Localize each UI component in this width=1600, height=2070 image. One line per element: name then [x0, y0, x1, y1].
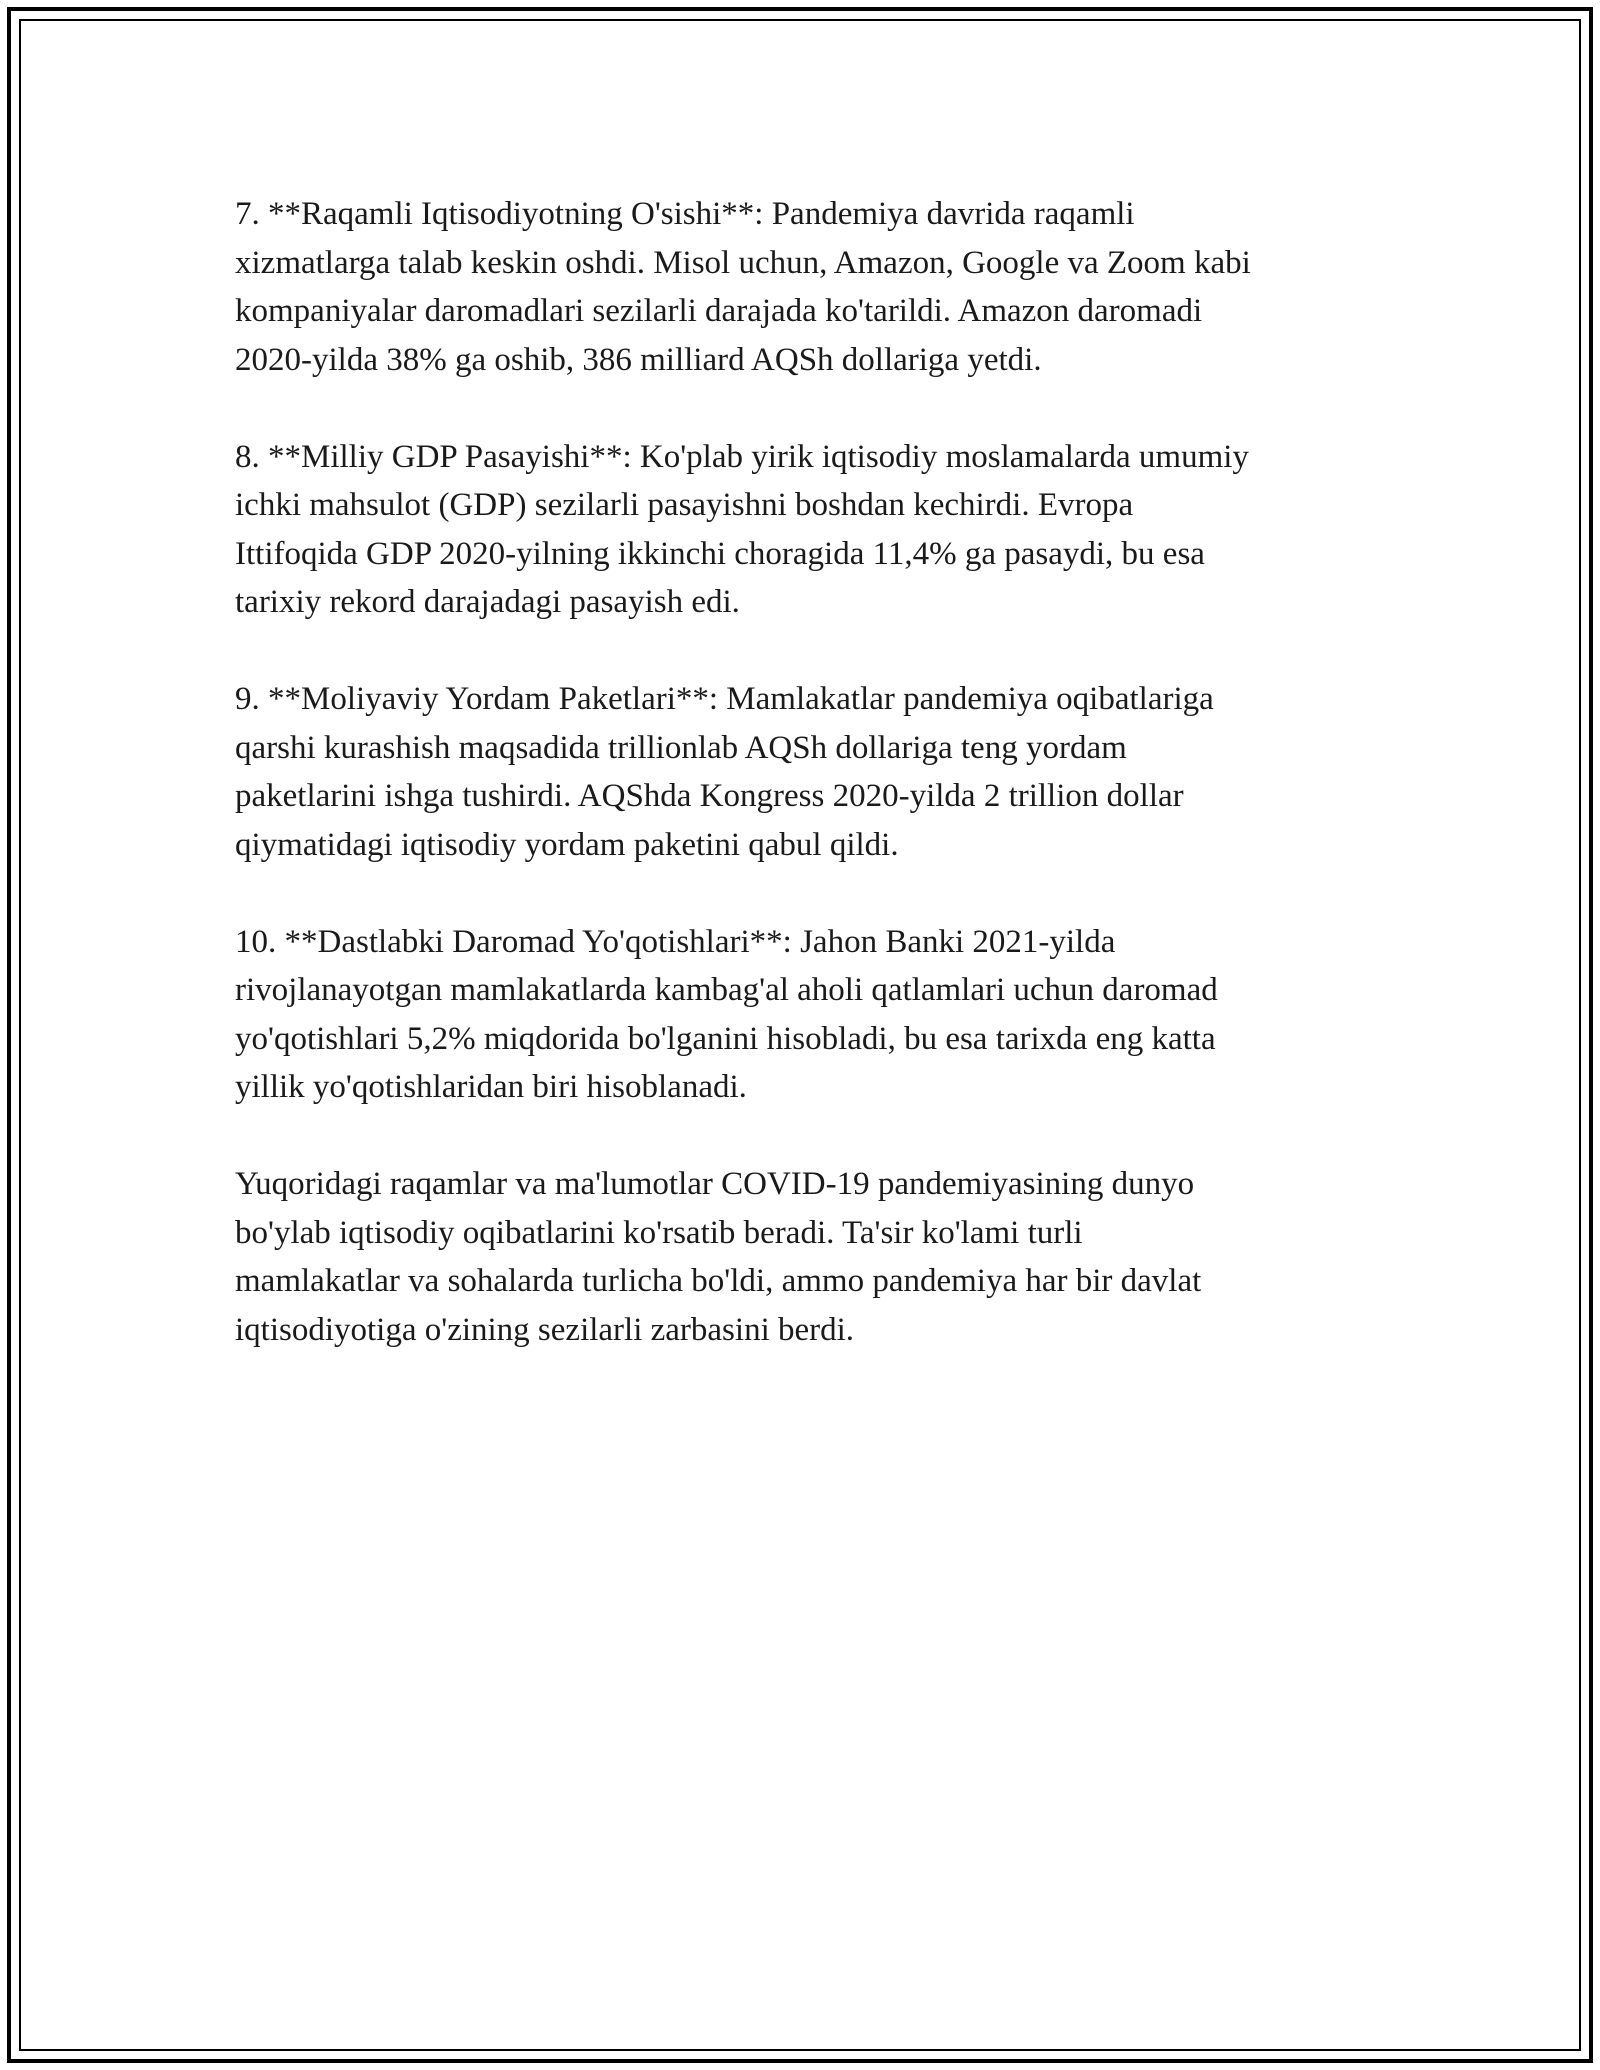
text-line: yillik yo'qotishlaridan biri hisoblanadi.	[235, 1069, 747, 1105]
text-line: 2020-yilda 38% ga oshib, 386 milliard AQSh dollariga yetdi.	[235, 341, 1042, 378]
text-line: ichki mahsulot (GDP) sezilarli pasayishni boshdan kechirdi. Evropa	[235, 487, 1134, 523]
text-line: 9. **Moliyaviy Yordam Paketlari**: Mamlakatlar pandemiya oqibatlariga	[235, 681, 1214, 717]
text-line: Yuqoridagi raqamlar va ma'lumotlar COVID-19 pandemiyasining dunyo	[235, 1166, 1195, 1202]
text-line: rivojlanayotgan mamlakatlarda kambag'al aholi qatlamlari uchun daromad	[235, 972, 1218, 1008]
text-line: tarixiy rekord darajadagi pasayish edi.	[235, 584, 740, 620]
text-line: paketlarini ishga tushirdi. AQShda Kongress 2020-yilda 2 trillion dollar	[235, 778, 1184, 814]
text-line: qarshi kurashish maqsadida trillionlab AQSh dollariga teng yordam	[235, 729, 1127, 766]
text-line: 8. **Milliy GDP Pasayishi**: Ko'plab yirik iqtisodiy moslamalarda umumiy	[235, 438, 1249, 475]
text-line: bo'ylab iqtisodiy oqibatlarini ko'rsatib beradi. Ta'sir ko'lami turli	[235, 1214, 1083, 1251]
text-line: iqtisodiyotiga o'zining sezilarli zarbasini berdi.	[235, 1311, 855, 1348]
text-line: xizmatlarga talab keskin oshdi. Misol uchun, Amazon, Google va Zoom kabi	[235, 244, 1251, 281]
paragraph-9-aid-packages	[235, 675, 1375, 869]
text-line: yo'qotishlari 5,2% miqdorida bo'lganini hisobladi, bu esa tarixda eng katta	[235, 1020, 1216, 1057]
paragraph-7-digital-economy	[235, 190, 1375, 384]
paragraph-10-income-losses	[235, 918, 1375, 1112]
text-line: 7. **Raqamli Iqtisodiyotning O'sishi**: Pandemiya davrida raqamli	[235, 196, 1135, 232]
text-line: Ittifoqida GDP 2020-yilning ikkinchi choragida 11,4% ga pasaydi, bu esa	[235, 535, 1205, 572]
document-body	[235, 190, 1375, 1403]
text-line: mamlakatlar va sohalarda turlicha bo'ldi, ammo pandemiya har bir davlat	[235, 1263, 1202, 1299]
text-line: kompaniyalar daromadlari sezilarli darajada ko'tarildi. Amazon daromadi	[235, 293, 1203, 329]
text-line: qiymatidagi iqtisodiy yordam paketini qabul qildi.	[235, 826, 899, 863]
paragraph-8-gdp-decline	[235, 433, 1375, 627]
text-line: 10. **Dastlabki Daromad Yo'qotishlari**: Jahon Banki 2021-yilda	[235, 923, 1116, 960]
paragraph-conclusion	[235, 1160, 1375, 1354]
